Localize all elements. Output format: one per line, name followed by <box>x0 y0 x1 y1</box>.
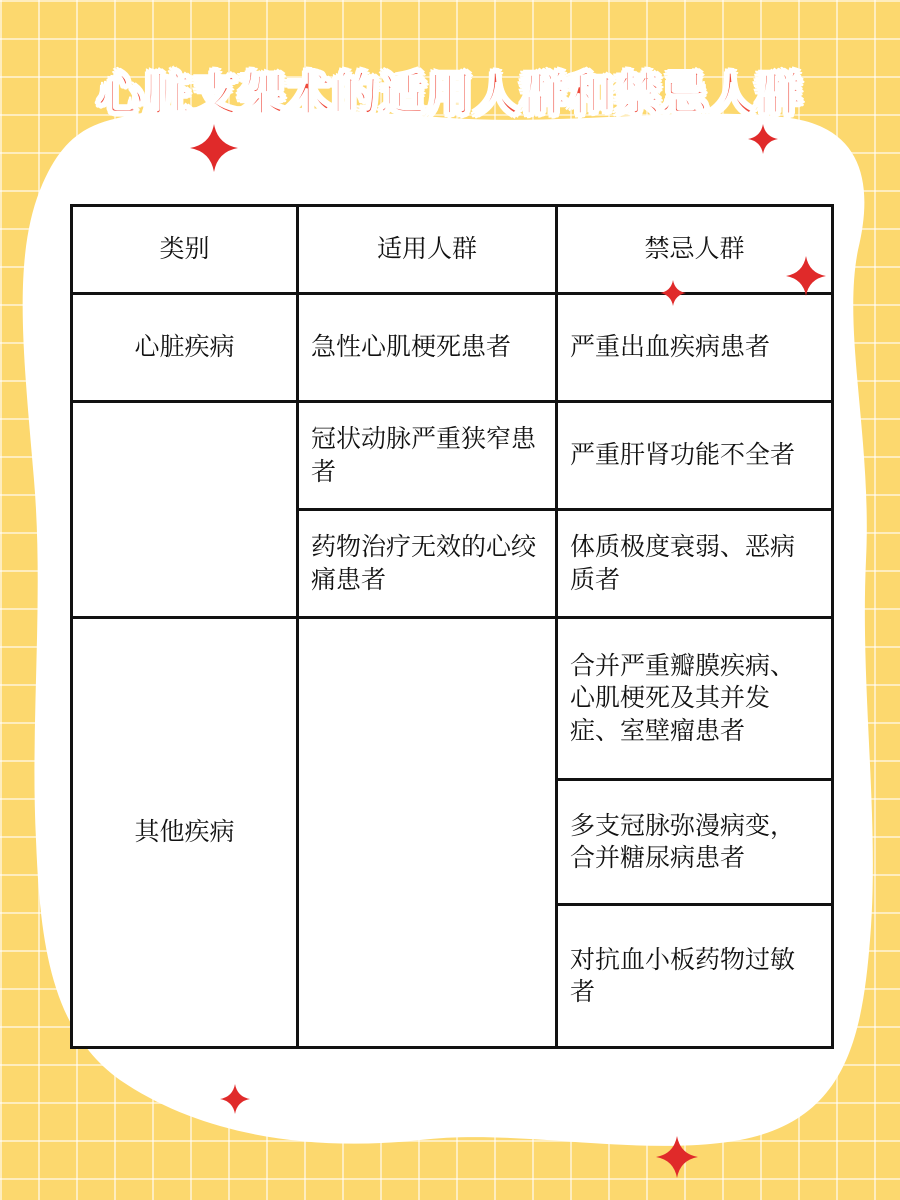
sparkle-star-icon <box>656 1136 698 1178</box>
sparkle-star-icon <box>220 1084 250 1114</box>
contraindicated-cell: 对抗血小板药物过敏者 <box>557 905 833 1048</box>
suitable-cell: 冠状动脉严重狭窄患者 <box>298 402 557 510</box>
contraindicated-cell: 体质极度衰弱、恶病质者 <box>557 510 833 618</box>
suitable-cell: 急性心肌梗死患者 <box>298 294 557 402</box>
suitable-cell <box>298 618 557 1048</box>
contraindicated-cell: 合并严重瓣膜疾病、心肌梗死及其并发症、室壁瘤患者 <box>557 618 833 780</box>
header-suitable: 适用人群 <box>298 206 557 294</box>
page-title: 心脏支架术的适用人群和禁忌人群 <box>97 67 803 121</box>
category-cell: 其他疾病 <box>72 618 298 1048</box>
sparkle-star-icon <box>748 124 778 154</box>
header-contraindicated: 禁忌人群 <box>557 206 833 294</box>
table-row <box>72 402 833 510</box>
sparkle-star-icon <box>786 256 826 296</box>
contraindicated-cell: 严重肝肾功能不全者 <box>557 402 833 510</box>
suitable-cell: 药物治疗无效的心绞痛患者 <box>298 510 557 618</box>
table-row <box>72 294 833 402</box>
contraindication-table <box>70 204 834 1049</box>
table-row <box>72 618 833 780</box>
category-cell <box>72 402 298 618</box>
contraindicated-cell: 严重出血疾病患者 <box>557 294 833 402</box>
header-category: 类别 <box>72 206 298 294</box>
sparkle-star-icon <box>190 124 238 172</box>
table-header-row <box>72 206 833 294</box>
category-cell: 心脏疾病 <box>72 294 298 402</box>
contraindicated-cell: 多支冠脉弥漫病变，合并糖尿病患者 <box>557 780 833 905</box>
sparkle-star-icon <box>660 280 686 306</box>
